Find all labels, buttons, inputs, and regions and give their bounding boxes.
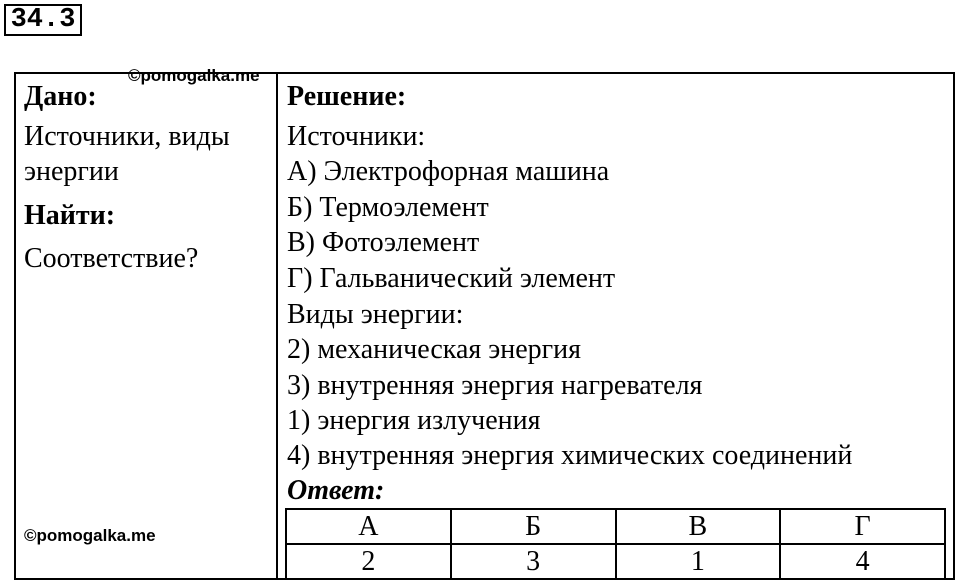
solution-line-4: В) Фотоэлемент bbox=[287, 227, 480, 258]
answer-header-cell: Б bbox=[451, 509, 616, 544]
solution-line-8: 3) внутренняя энергия нагревателя bbox=[287, 370, 703, 401]
solution-line-7: 2) механическая энергия bbox=[287, 334, 582, 365]
solution-heading: Решение: bbox=[287, 81, 407, 112]
answer-value-cell: 2 bbox=[286, 544, 451, 579]
watermark-bottom: ©pomogalka.me bbox=[24, 526, 156, 545]
watermark-top: ©pomogalka.me bbox=[128, 66, 260, 85]
answer-table bbox=[285, 508, 946, 580]
answer-header-cell: В bbox=[616, 509, 781, 544]
solution-line-6: Виды энергии: bbox=[287, 299, 464, 330]
answer-header-cell: Г bbox=[780, 509, 945, 544]
answer-label: Ответ: bbox=[287, 475, 385, 506]
answer-header-cell: А bbox=[286, 509, 451, 544]
solution-line-10: 4) внутренняя энергия химических соединений bbox=[287, 440, 853, 471]
answer-value-cell: 1 bbox=[616, 544, 781, 579]
find-text: Соответствие? bbox=[24, 243, 199, 274]
answer-value-row bbox=[286, 544, 945, 579]
column-divider bbox=[276, 72, 278, 580]
answer-header-row bbox=[286, 509, 945, 544]
solution-line-2: А) Электрофорная машина bbox=[287, 156, 610, 187]
answer-value-cell: 3 bbox=[451, 544, 616, 579]
solution-line-5: Г) Гальванический элемент bbox=[287, 263, 616, 294]
solution-line-9: 1) энергия излучения bbox=[287, 405, 541, 436]
find-heading: Найти: bbox=[24, 200, 116, 231]
given-line-1: Источники, виды bbox=[24, 121, 230, 152]
solution-line-3: Б) Термоэлемент bbox=[287, 192, 489, 223]
problem-number: 34.3 bbox=[4, 4, 82, 36]
solution-line-1: Источники: bbox=[287, 121, 426, 152]
given-line-2: энергии bbox=[24, 156, 119, 187]
given-heading: Дано: bbox=[24, 81, 97, 112]
answer-value-cell: 4 bbox=[780, 544, 945, 579]
